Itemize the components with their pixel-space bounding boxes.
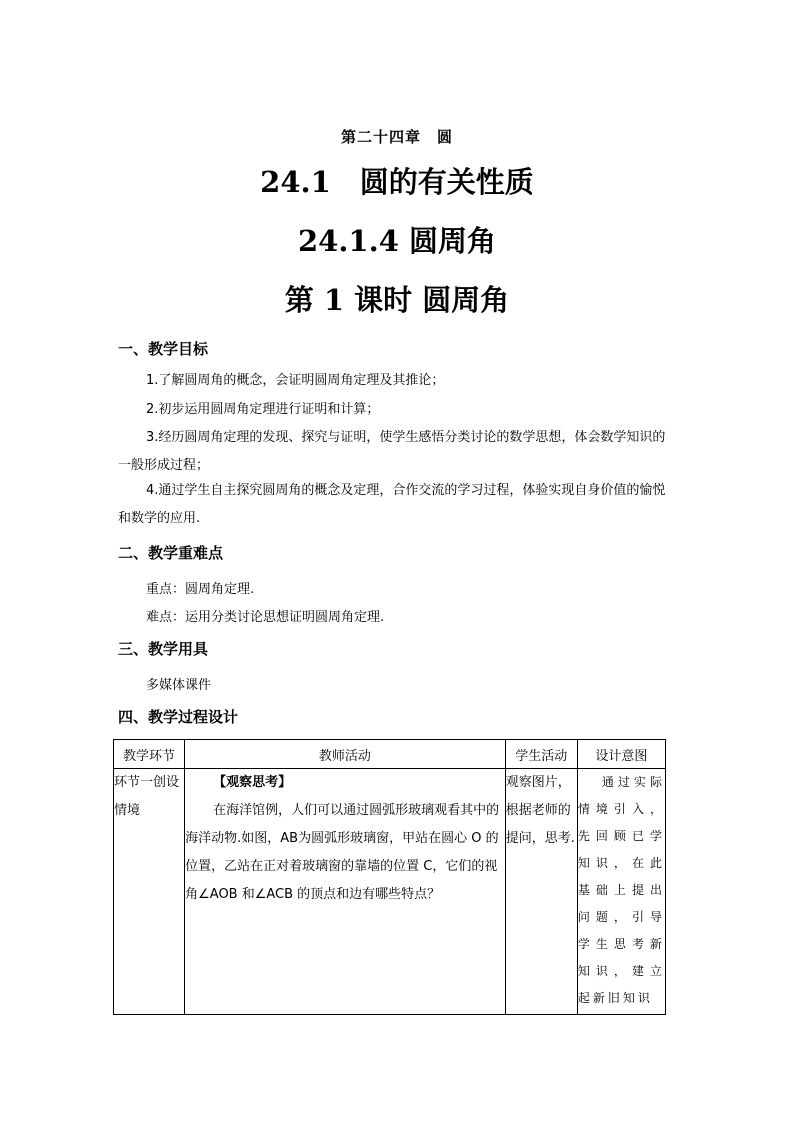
header-teacher: 教师活动 — [185, 740, 506, 769]
tools-heading: 三、教学用具 — [118, 640, 209, 658]
header-intent: 设计意图 — [577, 740, 665, 769]
goals-heading: 一、教学目标 — [118, 340, 209, 358]
teacher-cell — [185, 769, 506, 1015]
key-point: 重点：圆周角定理. — [146, 582, 255, 597]
teacher-body: 在海洋馆例，人们可以通过圆弧形玻璃观看其中的海洋动物.如图，AB为圆弧形玻璃窗，甲站在圆心 O 的位置，乙站在正对着玻璃窗的靠墙的位置 C，它们的视角∠AOB 和∠ACB 的顶点和边有哪些特点？ — [185, 803, 500, 902]
goal-item: 1.了解圆周角的概念，会证明圆周角定理及其推论； — [146, 373, 445, 388]
table-header-row — [114, 740, 666, 769]
chapter-title: 第二十四章 圆 — [340, 128, 453, 146]
header-student: 学生活动 — [505, 740, 577, 769]
subsection-title: 24.1.4 圆周角 — [297, 224, 496, 258]
process-table — [113, 739, 666, 1015]
goal-item: 2.初步运用圆周角定理进行证明和计算； — [146, 402, 380, 417]
stage-cell: 环节一创设情境 — [114, 769, 185, 1015]
lesson-title: 第 1 课时 圆周角 — [284, 283, 510, 317]
teacher-subtitle: 【观察思考】 — [213, 775, 292, 790]
key-points-heading: 二、教学重难点 — [118, 544, 224, 562]
process-heading: 四、教学过程设计 — [118, 708, 239, 726]
header-stage: 教学环节 — [114, 740, 185, 769]
tools-content: 多媒体课件 — [146, 678, 212, 693]
student-cell: 观察图片，根据老师的提问，思考. — [505, 769, 577, 1015]
difficulty-point: 难点：运用分类讨论思想证明圆周角定理. — [146, 610, 385, 625]
intent-cell — [577, 769, 665, 1015]
intent-text: 通过实际情境引入，先回顾已学知识，在此基础上提出问题，引导学生思考新知识，建立起新旧知识 — [577, 775, 665, 1005]
goal-item: 3.经历圆周角定理的发现、探究与证明，使学生感悟分类讨论的数学思想，体会数学知识的一般形成过程； — [118, 430, 666, 473]
goal-item: 4.通过学生自主探究圆周角的概念及定理，合作交流的学习过程，体验实现自身价值的愉悦和数学的应用. — [118, 483, 666, 526]
table-row — [114, 769, 666, 1015]
section-title: 24.1 圆的有关性质 — [260, 165, 534, 199]
